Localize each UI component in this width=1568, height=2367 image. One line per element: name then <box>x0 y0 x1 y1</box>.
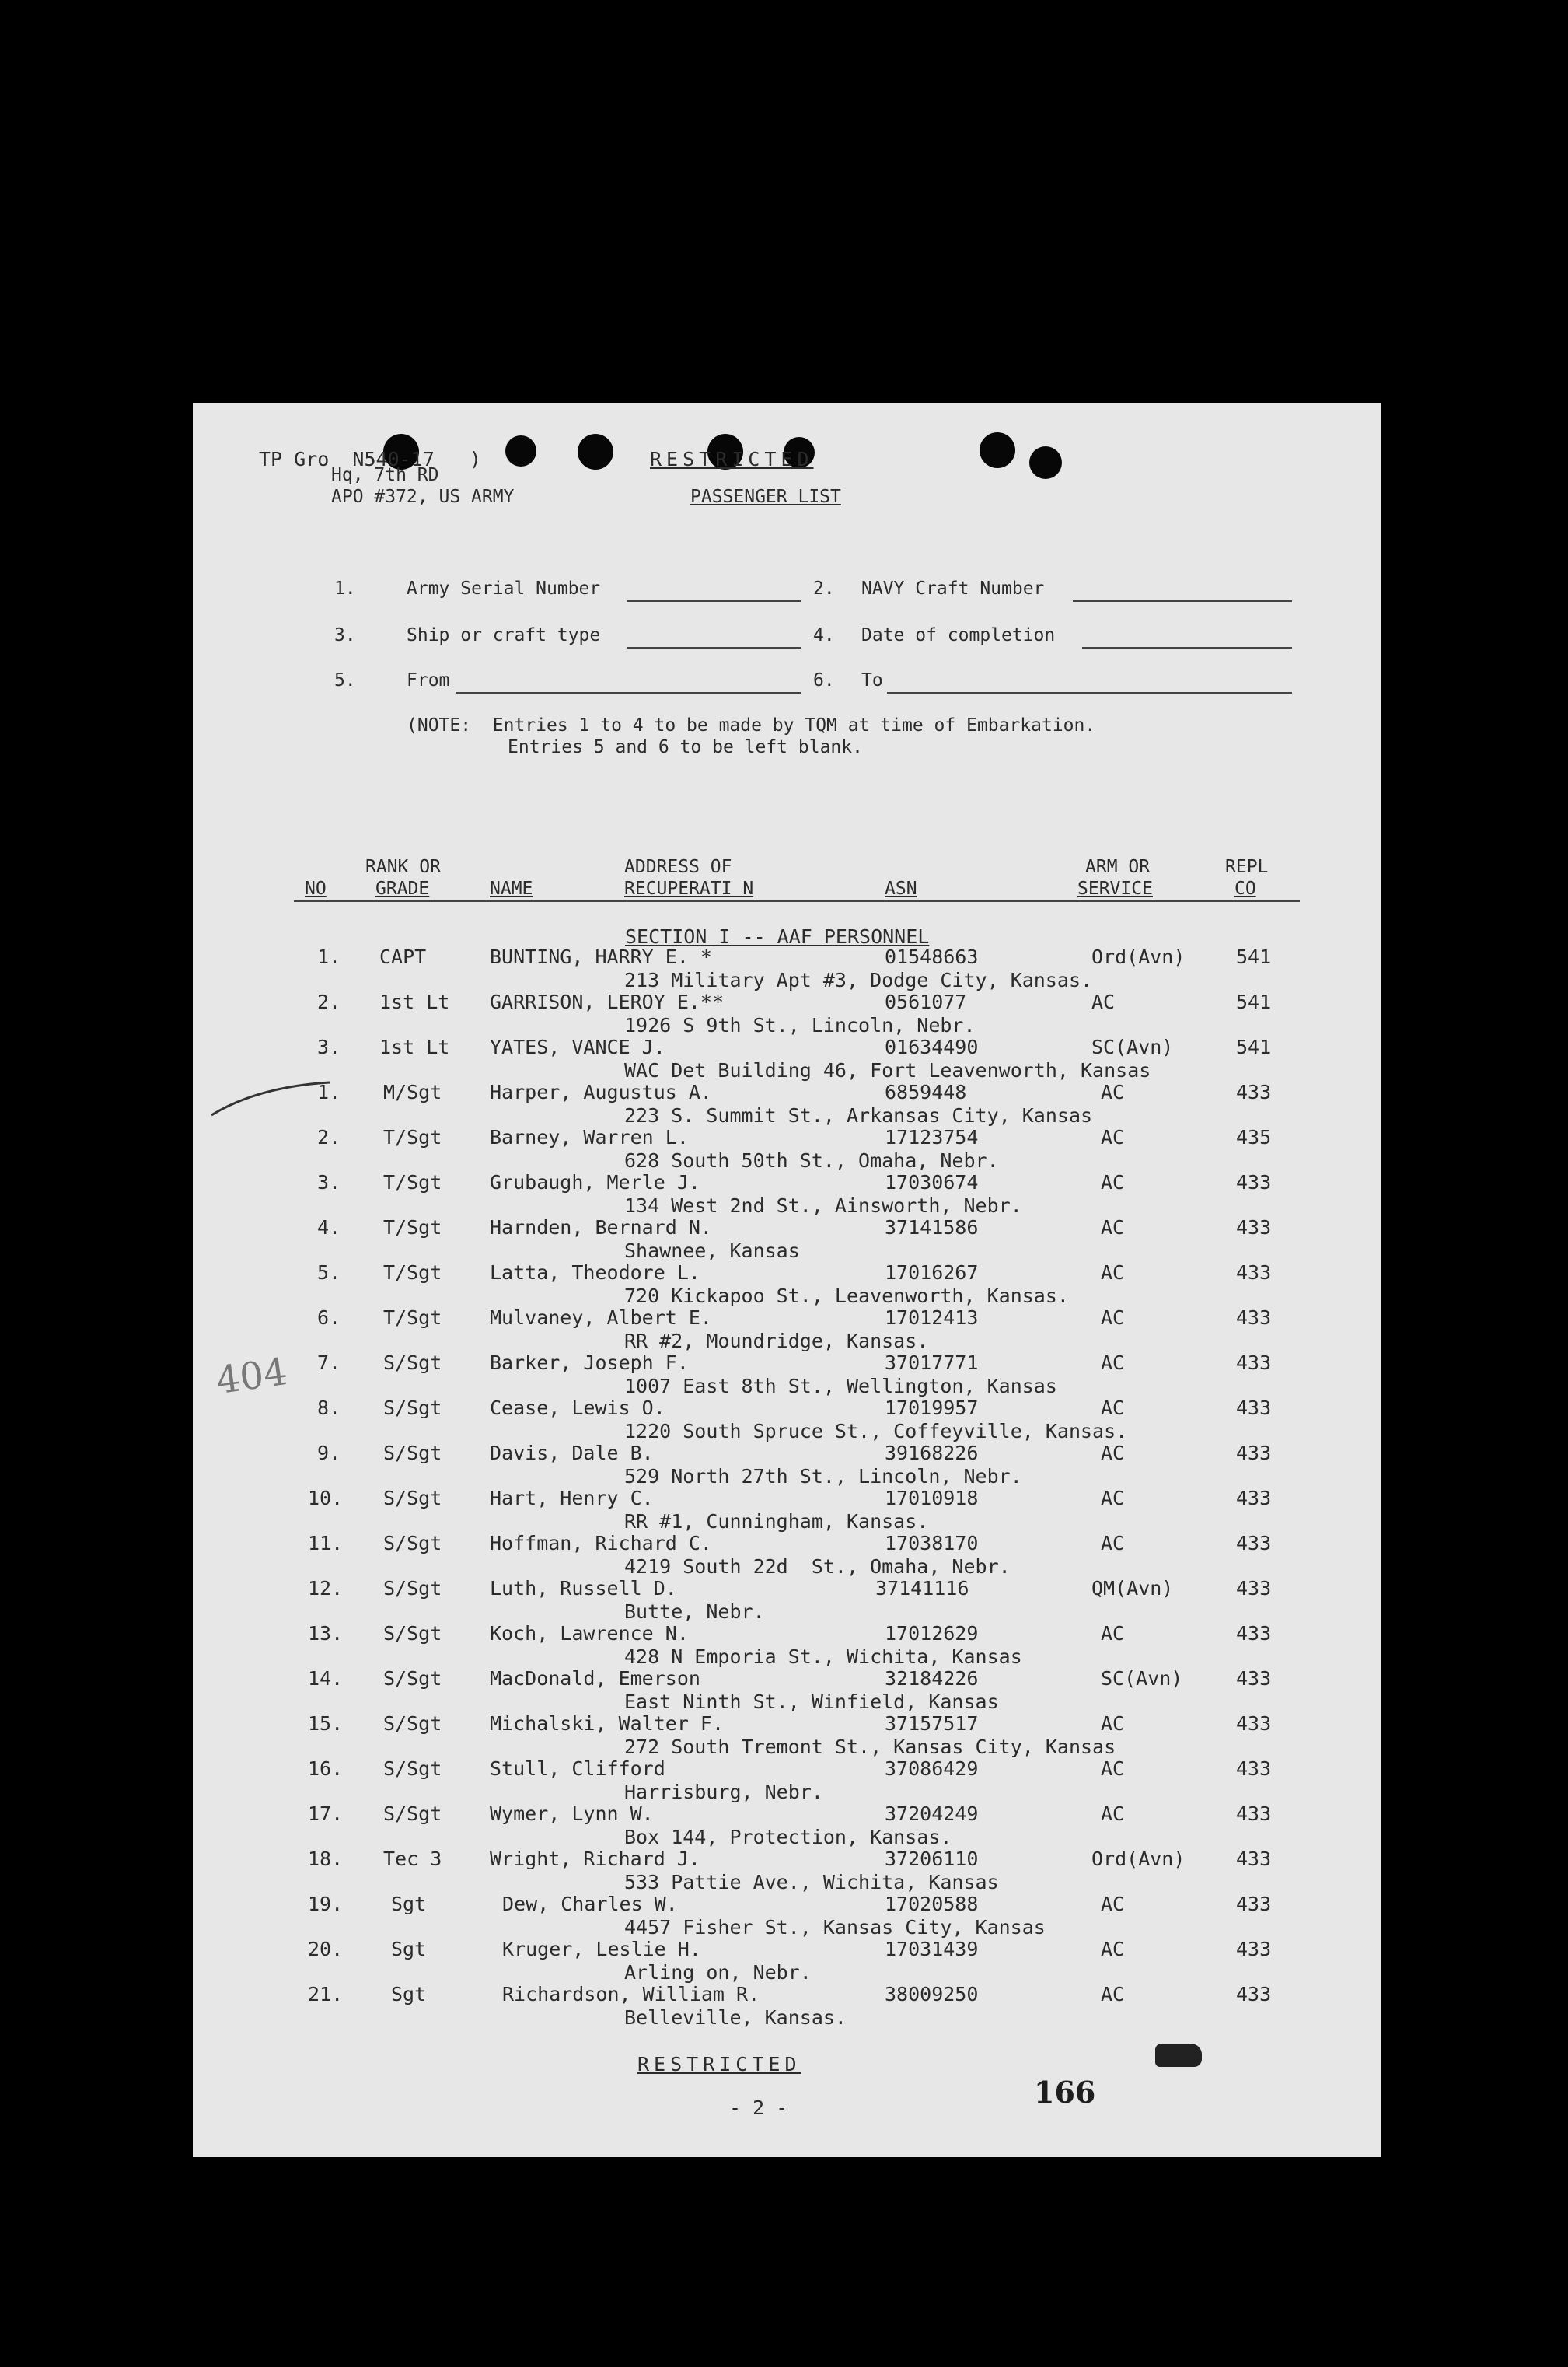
row-number: 4. <box>317 1216 341 1239</box>
row-arm: AC <box>1101 1081 1125 1103</box>
col-header-asn: ASN <box>885 879 917 899</box>
page-number: - 2 - <box>729 2096 788 2119</box>
pen-mark <box>208 1072 333 1118</box>
fill-line <box>627 647 801 649</box>
row-co: 433 <box>1236 1397 1272 1419</box>
row-address: 720 Kickapoo St., Leavenworth, Kansas. <box>624 1285 1069 1307</box>
row-asn: 37086429 <box>885 1757 979 1780</box>
row-name: Michalski, Walter F. <box>490 1712 725 1735</box>
row-arm: Ord(Avn) <box>1091 946 1186 968</box>
row-asn: 17123754 <box>885 1126 979 1149</box>
row-arm: AC <box>1101 1487 1125 1509</box>
row-arm: AC <box>1101 1622 1125 1645</box>
row-co: 433 <box>1236 1848 1272 1870</box>
row-address: Arling on, Nebr. <box>624 1961 812 1984</box>
table-row <box>193 1759 1381 1804</box>
row-arm: AC <box>1101 1712 1125 1735</box>
row-name: YATES, VANCE J. <box>490 1036 665 1058</box>
table-row <box>193 1894 1381 1939</box>
row-co: 433 <box>1236 1261 1272 1284</box>
row-address: 628 South 50th St., Omaha, Nebr. <box>624 1149 999 1172</box>
row-number: 1. <box>317 1081 341 1103</box>
section-title: SECTION I -- AAF PERSONNEL <box>625 925 930 948</box>
row-name: Wymer, Lynn W. <box>490 1802 654 1825</box>
row-co: 433 <box>1236 1532 1272 1554</box>
row-rank: S/Sgt <box>383 1667 442 1690</box>
row-co: 433 <box>1236 1171 1272 1194</box>
row-name: Koch, Lawrence N. <box>490 1622 689 1645</box>
row-rank: T/Sgt <box>383 1126 442 1149</box>
field-number: 3. <box>334 625 356 645</box>
row-co: 433 <box>1236 1757 1272 1780</box>
row-co: 433 <box>1236 1487 1272 1509</box>
table-row <box>193 1714 1381 1759</box>
row-name: Barney, Warren L. <box>490 1126 689 1149</box>
header-rule <box>294 900 1300 902</box>
row-name: GARRISON, LEROY E.** <box>490 991 725 1013</box>
row-rank: T/Sgt <box>383 1216 442 1239</box>
fill-line <box>1073 600 1292 602</box>
row-arm: AC <box>1101 1397 1125 1419</box>
row-address: WAC Det Building 46, Fort Leavenworth, Kansas <box>624 1059 1151 1082</box>
row-co: 433 <box>1236 1216 1272 1239</box>
row-asn: 39168226 <box>885 1442 979 1464</box>
row-co: 433 <box>1236 1622 1272 1645</box>
col-header-repl: REPL <box>1225 857 1269 877</box>
row-name: Grubaugh, Merle J. <box>490 1171 700 1194</box>
row-asn: 17012629 <box>885 1622 979 1645</box>
row-co: 433 <box>1236 1351 1272 1374</box>
row-number: 2. <box>317 1126 341 1149</box>
row-name: Hart, Henry C. <box>490 1487 654 1509</box>
row-name: Stull, Clifford <box>490 1757 665 1780</box>
row-address: Harrisburg, Nebr. <box>624 1781 823 1803</box>
header-line-2: Hq, 7th RD <box>331 465 439 485</box>
punch-hole <box>1029 446 1062 479</box>
row-number: 18. <box>308 1848 344 1870</box>
field-label: To <box>861 670 883 691</box>
row-co: 433 <box>1236 1306 1272 1329</box>
row-number: 17. <box>308 1802 344 1825</box>
row-address: 1926 S 9th St., Lincoln, Nebr. <box>624 1014 976 1037</box>
row-asn: 17019957 <box>885 1397 979 1419</box>
row-rank: Tec 3 <box>383 1848 442 1870</box>
ink-blot <box>1155 2044 1202 2067</box>
row-asn: 17030674 <box>885 1171 979 1194</box>
row-number: 16. <box>308 1757 344 1780</box>
row-number: 5. <box>317 1261 341 1284</box>
row-arm: AC <box>1101 1938 1125 1960</box>
field-number: 1. <box>334 579 356 599</box>
row-arm: AC <box>1101 1306 1125 1329</box>
row-arm: SC(Avn) <box>1101 1667 1183 1690</box>
row-number: 7. <box>317 1351 341 1374</box>
row-rank: S/Sgt <box>383 1397 442 1419</box>
table-row <box>193 1128 1381 1173</box>
fill-line <box>887 692 1292 694</box>
row-arm: AC <box>1101 1893 1125 1915</box>
row-number: 2. <box>317 991 341 1013</box>
col-header-name: NAME <box>490 879 533 899</box>
row-asn: 37157517 <box>885 1712 979 1735</box>
row-co: 433 <box>1236 1577 1272 1600</box>
row-rank: Sgt <box>391 1983 427 2005</box>
row-name: Richardson, William R. <box>502 1983 760 2005</box>
col-header-co: CO <box>1234 879 1256 899</box>
fill-line <box>627 600 801 602</box>
col-header-grade: GRADE <box>375 879 430 899</box>
table-row <box>193 1984 1381 2030</box>
row-number: 1. <box>317 946 341 968</box>
row-rank: T/Sgt <box>383 1171 442 1194</box>
row-name: Hoffman, Richard C. <box>490 1532 712 1554</box>
punch-hole <box>505 435 536 467</box>
row-number: 13. <box>308 1622 344 1645</box>
row-name: Dew, Charles W. <box>502 1893 678 1915</box>
row-number: 21. <box>308 1983 344 2005</box>
table-row <box>193 1488 1381 1533</box>
row-arm: QM(Avn) <box>1091 1577 1174 1600</box>
row-name: Mulvaney, Albert E. <box>490 1306 712 1329</box>
table-row <box>193 947 1381 992</box>
table-row <box>193 1398 1381 1443</box>
row-address: RR #1, Cunningham, Kansas. <box>624 1510 929 1533</box>
table-row <box>193 1349 1381 1404</box>
row-co: 541 <box>1236 1036 1272 1058</box>
table-row <box>193 1624 1381 1669</box>
table-row <box>193 1443 1381 1488</box>
row-name: Kruger, Leslie H. <box>502 1938 701 1960</box>
row-rank: S/Sgt <box>383 1532 442 1554</box>
row-arm: AC <box>1101 1532 1125 1554</box>
row-name: BUNTING, HARRY E. * <box>490 946 712 968</box>
fill-line <box>1082 647 1292 649</box>
row-rank: S/Sgt <box>383 1757 442 1780</box>
row-co: 541 <box>1236 946 1272 968</box>
stamp-number: 166 <box>1034 2075 1096 2110</box>
row-asn: 01634490 <box>885 1036 979 1058</box>
document-title: PASSENGER LIST <box>690 487 841 507</box>
table-row <box>193 1579 1381 1624</box>
table-row <box>193 1804 1381 1849</box>
row-co: 433 <box>1236 1442 1272 1464</box>
document-page <box>193 403 1381 2157</box>
table-row <box>193 1669 1381 1714</box>
col-header-rank: RANK OR <box>365 857 441 877</box>
row-arm: AC <box>1091 991 1116 1013</box>
row-co: 541 <box>1236 991 1272 1013</box>
row-rank: S/Sgt <box>383 1712 442 1735</box>
row-number: 19. <box>308 1893 344 1915</box>
row-co: 433 <box>1236 1712 1272 1735</box>
row-asn: 17038170 <box>885 1532 979 1554</box>
punch-hole <box>578 434 613 470</box>
row-address: Box 144, Protection, Kansas. <box>624 1826 952 1848</box>
row-arm: AC <box>1101 1757 1125 1780</box>
row-rank: S/Sgt <box>383 1622 442 1645</box>
row-co: 433 <box>1236 1983 1272 2005</box>
field-number: 4. <box>813 625 835 645</box>
row-rank: S/Sgt <box>383 1442 442 1464</box>
row-number: 3. <box>317 1036 341 1058</box>
field-number: 6. <box>813 670 835 691</box>
row-co: 435 <box>1236 1126 1272 1149</box>
row-address: 1007 East 8th St., Wellington, Kansas <box>624 1375 1057 1397</box>
table-row <box>193 1082 1381 1128</box>
fill-line <box>456 692 801 694</box>
row-asn: 37141116 <box>875 1577 969 1600</box>
row-co: 433 <box>1236 1081 1272 1103</box>
classification-top: RESTRICTED <box>650 448 814 470</box>
row-name: Cease, Lewis O. <box>490 1397 665 1419</box>
row-address: 4219 South 22d St., Omaha, Nebr. <box>624 1555 1011 1578</box>
row-asn: 17031439 <box>885 1938 979 1960</box>
row-name: MacDonald, Emerson <box>490 1667 700 1690</box>
row-rank: Sgt <box>391 1893 427 1915</box>
header-line-1: TP Gro N540-17 ) <box>259 448 481 470</box>
row-address: Butte, Nebr. <box>624 1600 765 1623</box>
row-asn: 17012413 <box>885 1306 979 1329</box>
row-rank: 1st Lt <box>379 991 450 1013</box>
row-number: 3. <box>317 1171 341 1194</box>
col-header-recuperation: RECUPERATI N <box>624 879 754 899</box>
row-number: 15. <box>308 1712 344 1735</box>
row-rank: 1st Lt <box>379 1036 450 1058</box>
col-header-service: SERVICE <box>1077 879 1153 899</box>
row-arm: Ord(Avn) <box>1091 1848 1186 1870</box>
row-arm: AC <box>1101 1351 1125 1374</box>
field-number: 2. <box>813 579 835 599</box>
row-address: 533 Pattie Ave., Wichita, Kansas <box>624 1871 999 1893</box>
row-asn: 37206110 <box>885 1848 979 1870</box>
row-number: 8. <box>317 1397 341 1419</box>
row-name: Davis, Dale B. <box>490 1442 654 1464</box>
row-name: Harper, Augustus A. <box>490 1081 712 1103</box>
table-row <box>193 992 1381 1037</box>
row-rank: T/Sgt <box>383 1261 442 1284</box>
row-rank: S/Sgt <box>383 1487 442 1509</box>
row-rank: S/Sgt <box>383 1577 442 1600</box>
row-rank: S/Sgt <box>383 1351 442 1374</box>
field-label: NAVY Craft Number <box>861 579 1045 599</box>
row-arm: AC <box>1101 1802 1125 1825</box>
table-row <box>193 1939 1381 1984</box>
table-row <box>193 1308 1381 1353</box>
row-asn: 38009250 <box>885 1983 979 2005</box>
row-arm: AC <box>1101 1126 1125 1149</box>
field-label: Army Serial Number <box>407 579 601 599</box>
row-address: 1220 South Spruce St., Coffeyville, Kansas. <box>624 1420 1128 1442</box>
row-asn: 37017771 <box>885 1351 979 1374</box>
row-co: 433 <box>1236 1893 1272 1915</box>
classification-bottom: RESTRICTED <box>637 2053 801 2075</box>
row-address: RR #2, Moundridge, Kansas. <box>624 1330 929 1352</box>
row-co: 433 <box>1236 1667 1272 1690</box>
row-arm: AC <box>1101 1216 1125 1239</box>
row-rank: CAPT <box>379 946 427 968</box>
table-row <box>193 1849 1381 1894</box>
col-header-no: NO <box>305 879 327 899</box>
row-asn: 17020588 <box>885 1893 979 1915</box>
row-asn: 17010918 <box>885 1487 979 1509</box>
row-arm: SC(Avn) <box>1091 1036 1174 1058</box>
row-co: 433 <box>1236 1938 1272 1960</box>
row-number: 11. <box>308 1532 344 1554</box>
table-row <box>193 1218 1381 1263</box>
row-address: 4457 Fisher St., Kansas City, Kansas <box>624 1916 1046 1939</box>
row-address: 529 North 27th St., Lincoln, Nebr. <box>624 1465 1022 1488</box>
note-line-2: Entries 5 and 6 to be left blank. <box>508 737 863 757</box>
row-arm: AC <box>1101 1171 1125 1194</box>
note-line-1: (NOTE: Entries 1 to 4 to be made by TQM at time of Embarkation. <box>407 715 1096 736</box>
row-address: 213 Military Apt #3, Dodge City, Kansas. <box>624 969 1093 991</box>
row-name: Barker, Joseph F. <box>490 1351 689 1374</box>
field-label: Date of completion <box>861 625 1056 645</box>
table-row <box>193 1173 1381 1218</box>
row-number: 14. <box>308 1667 344 1690</box>
row-number: 10. <box>308 1487 344 1509</box>
field-number: 5. <box>334 670 356 691</box>
row-rank: S/Sgt <box>383 1802 442 1825</box>
row-number: 9. <box>317 1442 341 1464</box>
row-number: 20. <box>308 1938 344 1960</box>
row-address: Belleville, Kansas. <box>624 2006 847 2029</box>
table-row <box>193 1037 1381 1082</box>
field-label: Ship or craft type <box>407 625 601 645</box>
row-rank: Sgt <box>391 1938 427 1960</box>
row-asn: 32184226 <box>885 1667 979 1690</box>
row-address: 428 N Emporia St., Wichita, Kansas <box>624 1645 1022 1668</box>
row-number: 6. <box>317 1306 341 1329</box>
row-co: 433 <box>1236 1802 1272 1825</box>
row-asn: 0561077 <box>885 991 967 1013</box>
row-address: East Ninth St., Winfield, Kansas <box>624 1690 999 1713</box>
row-asn: 17016267 <box>885 1261 979 1284</box>
row-name: Harnden, Bernard N. <box>490 1216 712 1239</box>
col-header-address: ADDRESS OF <box>624 857 732 877</box>
row-asn: 01548663 <box>885 946 979 968</box>
row-arm: AC <box>1101 1442 1125 1464</box>
row-arm: AC <box>1101 1261 1125 1284</box>
row-asn: 37204249 <box>885 1802 979 1825</box>
row-rank: T/Sgt <box>383 1306 442 1329</box>
table-row <box>193 1533 1381 1579</box>
row-asn: 6859448 <box>885 1081 967 1103</box>
row-name: Latta, Theodore L. <box>490 1261 700 1284</box>
punch-hole <box>980 432 1015 468</box>
row-arm: AC <box>1101 1983 1125 2005</box>
row-address: 223 S. Summit St., Arkansas City, Kansas <box>624 1104 1093 1127</box>
row-number: 12. <box>308 1577 344 1600</box>
row-address: 272 South Tremont St., Kansas City, Kansas <box>624 1736 1116 1758</box>
row-address: Shawnee, Kansas <box>624 1239 800 1262</box>
margin-note: 404 <box>213 1349 291 1404</box>
table-row <box>193 1263 1381 1308</box>
row-address: 134 West 2nd St., Ainsworth, Nebr. <box>624 1194 1022 1217</box>
row-asn: 37141586 <box>885 1216 979 1239</box>
col-header-arm: ARM OR <box>1085 857 1151 877</box>
row-name: Luth, Russell D. <box>490 1577 677 1600</box>
field-label: From <box>407 670 450 691</box>
row-name: Wright, Richard J. <box>490 1848 700 1870</box>
row-rank: M/Sgt <box>383 1081 442 1103</box>
header-line-3: APO #372, US ARMY <box>331 487 515 507</box>
